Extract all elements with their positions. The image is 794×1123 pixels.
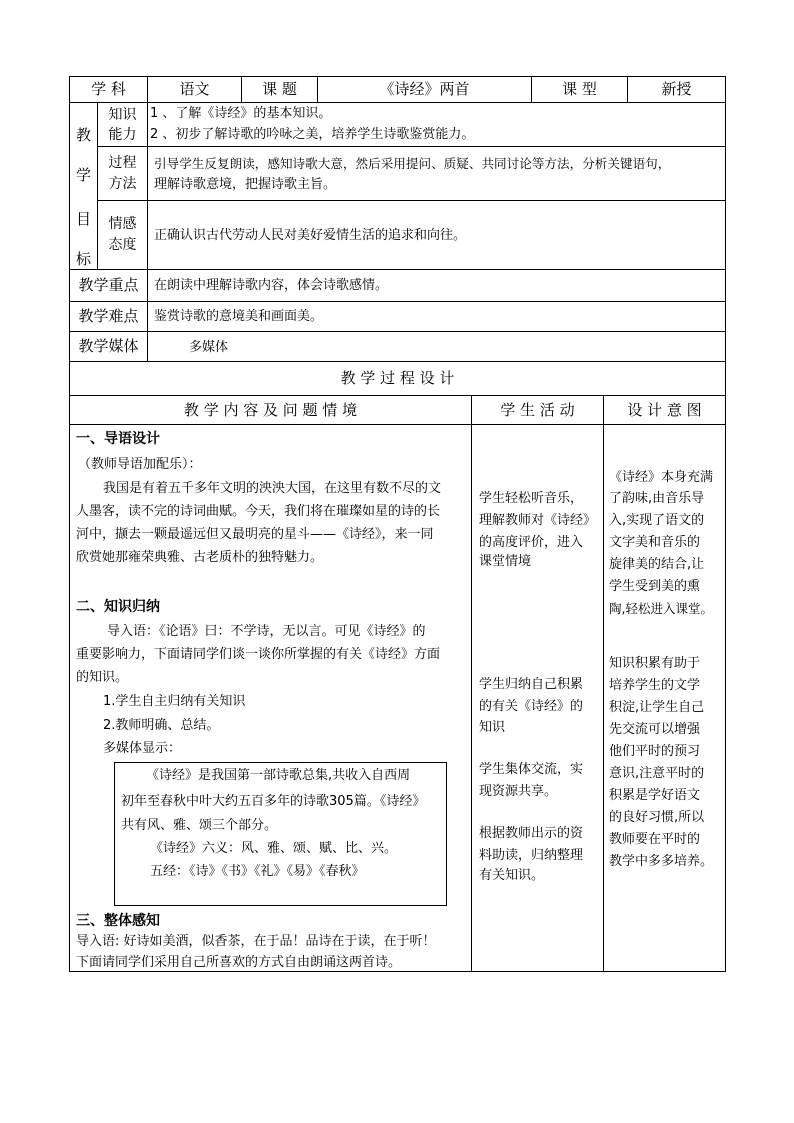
activity-line: 现资源共享。 xyxy=(479,784,558,799)
process-method-text: 引导学生反复朗读，感知诗歌大意，然后采用提问、质疑、共同讨论等方法，分析关键语句， xyxy=(154,156,671,171)
intent-line: 教学中多多培养。 xyxy=(609,854,714,869)
intent-line: 学生受到美的熏 xyxy=(609,579,701,594)
step-item: 2.教师明确、总结。 xyxy=(103,718,220,733)
goals-label-char: 学 xyxy=(75,166,91,184)
focus-value: 在朗读中理解诗歌内容，体会诗歌感情。 xyxy=(154,278,389,293)
knowledge-text: 2 、初步了解诗歌的吟咏之美，培养学生诗歌鉴赏能力。 xyxy=(150,127,475,142)
grid-line xyxy=(69,102,726,103)
grid-line xyxy=(69,269,726,270)
box-line: 《诗经》是我国第一部诗歌总集,共收入自西周 xyxy=(146,768,411,783)
box-line: 《诗经》六义：风、雅、颂、赋、比、兴。 xyxy=(150,841,398,856)
step-item: 1.学生自主归纳有关知识 xyxy=(103,694,246,709)
intent-line: 的良好习惯,所以 xyxy=(609,810,705,825)
intent-line: 了韵味,由音乐导 xyxy=(609,491,705,506)
goals-label-char: 教 xyxy=(75,126,91,144)
paragraph-line: 重要影响力，下面请同学们谈一谈你所掌握的有关《诗经》方面 xyxy=(76,647,441,662)
media-label: 教学媒体 xyxy=(78,337,139,355)
grid-line xyxy=(69,331,726,332)
process-method-label: 方法 xyxy=(108,176,137,192)
emotion-label: 态度 xyxy=(108,237,137,253)
knowledge-label: 知识 xyxy=(108,107,137,123)
paragraph-line: 河中，撷去一颗最遥远但又最明亮的星斗——《诗经》，来一同 xyxy=(76,527,434,542)
emotion-text: 正确认识古代劳动人民对美好爱情生活的追求和向往。 xyxy=(154,228,467,243)
goals-label-char: 目 xyxy=(75,210,91,228)
process-title: 教 学 过 程 设 计 xyxy=(340,369,455,387)
intent-line: 培养学生的文学 xyxy=(609,678,701,693)
emotion-label: 情感 xyxy=(108,216,137,232)
difficulty-value: 鉴赏诗歌的意境美和画面美。 xyxy=(154,309,324,324)
paragraph-line: 的知识。 xyxy=(76,670,129,685)
table-border-bottom xyxy=(69,971,726,972)
grid-line xyxy=(69,301,726,302)
grid-line xyxy=(97,200,726,201)
intent-line: 教师要在平时的 xyxy=(609,832,701,847)
topic-value: 《诗经》两首 xyxy=(379,80,470,98)
knowledge-label: 能力 xyxy=(108,127,137,143)
activity-line: 学生轻松听音乐， xyxy=(479,491,584,506)
box-line: 五经：《诗》《书》《礼》《易》《春秋》 xyxy=(150,864,365,879)
intent-line: 陶,轻松进入课堂。 xyxy=(609,601,713,616)
goals-label-char: 标 xyxy=(75,250,91,268)
paragraph-line: 欣赏她那雍荣典雅、古老质朴的独特魅力。 xyxy=(76,550,324,565)
box-line: 共有风、雅、颂三个部分。 xyxy=(121,818,278,833)
focus-label: 教学重点 xyxy=(78,276,139,294)
grid-line xyxy=(69,424,726,425)
table-border-right xyxy=(725,76,726,972)
intent-line: 入,实现了语文的 xyxy=(609,513,705,528)
topic-label: 课 题 xyxy=(262,80,297,98)
grid-line xyxy=(147,76,148,361)
intent-line: 积累是学好语文 xyxy=(609,788,701,803)
activity-line: 知识 xyxy=(479,720,506,735)
media-value: 多媒体 xyxy=(189,340,229,355)
activity-line: 课堂情境 xyxy=(479,554,532,569)
section-heading: 一、导语设计 xyxy=(76,431,160,447)
grid-line xyxy=(69,361,726,362)
grid-line xyxy=(471,395,472,972)
grid-line xyxy=(69,395,726,396)
intent-line: 知识积累有助于 xyxy=(609,656,701,671)
column-header-intent: 设 计 意 图 xyxy=(627,401,702,419)
grid-line xyxy=(97,146,726,147)
intent-line: 先交流可以增强 xyxy=(609,722,701,737)
activity-line: 理解教师对《诗经》 xyxy=(479,513,597,528)
difficulty-label: 教学难点 xyxy=(78,307,139,325)
paragraph-line: 我国是有着五千多年文明的泱泱大国，在这里有数不尽的文 xyxy=(103,481,442,496)
step-item: 多媒体显示： xyxy=(103,741,182,756)
subject-label: 学 科 xyxy=(91,80,126,98)
type-value: 新授 xyxy=(661,80,692,98)
section-heading: 三、整体感知 xyxy=(76,913,160,929)
box-line: 初年至春秋中叶大约五百多年的诗歌305篇。《诗经》 xyxy=(121,794,426,809)
column-header-activity: 学 生 活 动 xyxy=(500,401,575,419)
subject-value: 语文 xyxy=(179,80,210,98)
paragraph-line: 导入语: 好诗如美酒，似香茶，在于品！品诗在于读，在于听！ xyxy=(76,934,436,949)
activity-line: 学生归纳自己积累 xyxy=(479,677,584,692)
knowledge-text: 1 、了解《诗经》的基本知识。 xyxy=(150,106,332,121)
grid-line xyxy=(603,395,604,972)
intent-line: 意识,注意平时的 xyxy=(609,766,705,781)
paragraph-line: 导入语：《论语》曰：不学诗，无以言。可见《诗经》的 xyxy=(107,624,426,639)
process-method-label: 过程 xyxy=(108,155,137,171)
process-method-text: 理解诗歌意境，把握诗歌主旨。 xyxy=(154,177,337,192)
paragraph-line: 人墨客，读不完的诗词曲赋。今天，我们将在璀璨如星的诗的长 xyxy=(76,504,441,519)
paragraph-line: 下面请同学们采用自己所喜欢的方式自由朗诵这两首诗。 xyxy=(76,955,402,970)
activity-line: 学生集体交流，实 xyxy=(479,762,584,777)
intent-line: 文字美和音乐的 xyxy=(609,535,701,550)
type-label: 课 型 xyxy=(562,80,597,98)
intent-line: 积淀,让学生自己 xyxy=(609,700,705,715)
column-header-content: 教 学 内 容 及 问 题 情 境 xyxy=(183,401,358,419)
activity-line: 根据教师出示的资 xyxy=(479,826,584,841)
intent-line: 旋律美的结合,让 xyxy=(609,557,705,572)
activity-line: 的高度评价，进入 xyxy=(479,535,584,550)
activity-line: 有关知识。 xyxy=(479,868,545,883)
intent-line: 《诗经》本身充满 xyxy=(609,470,714,485)
section-heading: 二、知识归纳 xyxy=(76,599,160,615)
activity-line: 料助读，归纳整理 xyxy=(479,848,584,863)
activity-line: 的有关《诗经》的 xyxy=(479,699,584,714)
intent-line: 他们平时的预习 xyxy=(609,744,701,759)
section-note: （教师导语加配乐）： xyxy=(78,457,202,472)
